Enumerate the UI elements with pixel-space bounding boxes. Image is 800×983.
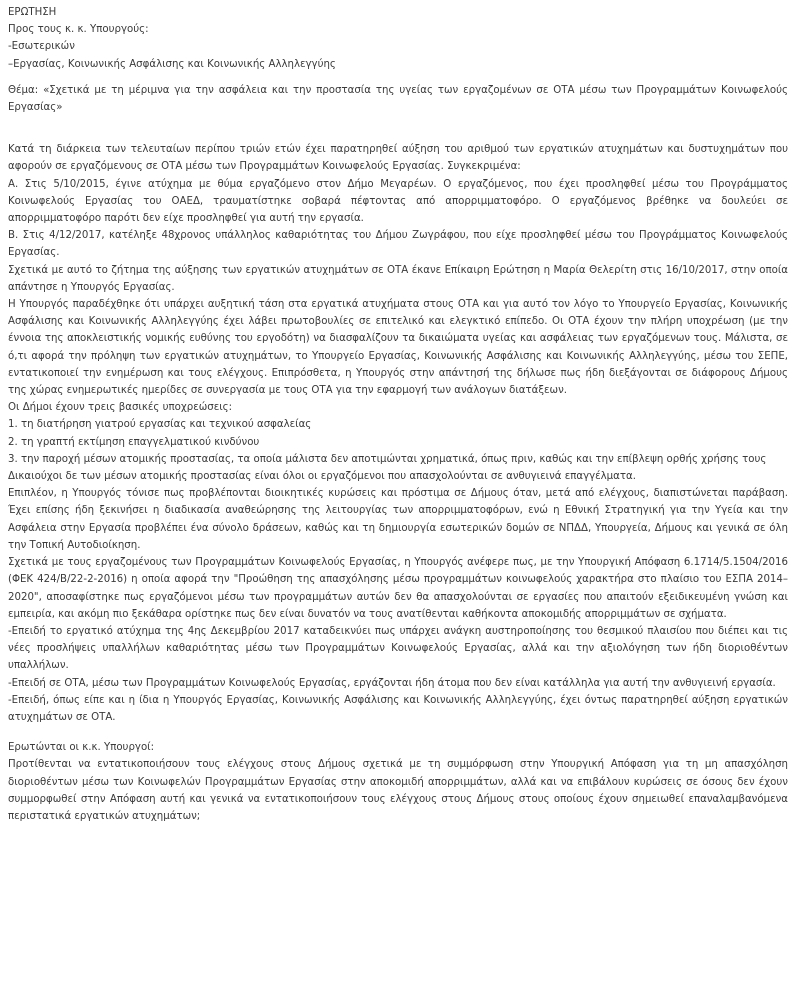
addressee-line: Προς τους κ. κ. Υπουργούς: [8,24,149,36]
body-paragraph-obligations: Οι Δήμοι έχουν τρεις βασικές υποχρεώσεις: [8,402,233,414]
whereas-clause-1: -Επειδή το εργατικό ατύχημα της 4ης Δεκεμβρίου 2017 καταδεικνύει πως υπάρχει ανάγκη αυστηροποίησης του θεσμικού πλαισίου που διέπει και τις νέες προσλήψεις υπαλλήλων καθαριότητας μέσω των Προγραμμάτων Κοινωφελούς Εργασίας, αλλά και την αξιολόγηση των ήδη διοριοθέντων υπαλλήλων. [8,625,788,672]
body-paragraph-beneficiaries: Δικαιούχοι δε των μέσων ατομικής προστασίας είναι όλοι οι εργαζόμενοι που απασχολούνται σε ανθυγιεινά επαγγέλματα. [8,471,636,483]
whereas-clause-2: -Επειδή σε ΟΤΑ, μέσω των Προγραμμάτων Κοινωφελούς Εργασίας, εργάζονται ήδη άτομα που δεν είναι κατάλληλα για αυτή την ανθυγιεινή εργασία. [8,677,776,689]
body-paragraph-case-a: Α. Στις 5/10/2015, έγινε ατύχημα με θύμα εργαζόμενο στον Δήμο Μεγαρέων. Ο εργαζόμενος, που έχει προσληφθεί μέσω του Προγράμματος Κοινωφελούς Εργασίας του ΟΑΕΔ, τραυματίστηκε σοβαρά πέφτοντας από απορριμματοφόρο. Ο εργαζόμενος βρέθηκε να δουλεύει σε απορριμματοφόρο παρότι δεν είχε προσληφθεί για αυτή την εργασία. [8,178,788,225]
obligation-item-1: 1. τη διατήρηση γιατρού εργασίας και τεχνικού ασφαλείας [8,419,312,431]
body-paragraph-case-b: Β. Στις 4/12/2017, κατέληξε 48χρονος υπάλληλος καθαριότητας του Δήμου Ζωγράφου, που είχε προσληφθεί μέσω του Προγράμματος Κοινωφελούς Εργασίας. [8,230,788,259]
questions-heading: Ερωτώνται οι κ.κ. Υπουργοί: [8,742,155,754]
body-paragraph-intro: Κατά τη διάρκεια των τελευταίων περίπου τριών ετών έχει παρατηρηθεί αύξηση του αριθμού των εργατικών ατυχημάτων και δυστυχημάτων που αφορούν σε εργαζόμενους σε ΟΤΑ μέσω των Προγραμμάτων Κοινωφελούς Εργασίας. Συγκεκριμένα: [8,144,788,173]
ministry-interior: -Εσωτερικών [8,41,75,53]
body-paragraph-question-ref: Σχετικά με αυτό το ζήτημα της αύξησης των εργατικών ατυχημάτων σε ΟΤΑ έκανε Επίκαιρη Ερώτηση η Μαρία Θελερίτη στις 16/10/2017, στην οποία απάντησε η Υπουργός Εργασίας. [8,264,788,293]
obligation-item-2: 2. τη γραπτή εκτίμηση επαγγελματικού κινδύνου [8,436,260,448]
obligation-item-3: 3. την παροχή μέσων ατομικής προστασίας, τα οποία μάλιστα δεν αποτιμώνται χρηματικά, όπως πριν, καθώς και την επίβλεψη ορθής χρήσης τους [8,453,767,465]
whereas-clause-3: -Επειδή, όπως είπε και η ίδια η Υπουργός Εργασίας, Κοινωνικής Ασφάλισης και Κοινωνικής Αλληλεγγύης, έχει όντως παρατηρηθεί αύξηση εργατικών ατυχημάτων σε ΟΤΑ. [8,694,788,723]
ministry-labour: –Εργασίας, Κοινωνικής Ασφάλισης και Κοινωνικής Αλληλεγγύης [8,58,336,70]
body-paragraph-minister-answer: Η Υπουργός παραδέχθηκε ότι υπάρχει αυξητική τάση στα εργατικά ατυχήματα στους ΟΤΑ και για αυτό τον λόγο το Υπουργείο Εργασίας, Κοινωνικής Ασφάλισης και Κοινωνικής Αλληλεγγύης έχει λάβει πρωτοβουλίες σε επιτελικό και ελεγκτικό επίπεδο. Οι ΟΤΑ έχουν την πλήρη υποχρέωση (με την έννοια της αποκλειστικής νομικής ευθύνης του εργοδότη) να διασφαλίζουν τα δικαιώματα υγείας και ασφάλειας των εργαζόμενων τους. Μάλιστα, σε ό,τι αφορά την πρόληψη των εργατικών ατυχημάτων, το Υπουργείο Εργασίας, Κοινωνικής Ασφάλισης και Κοινωνικής Αλληλεγγύης, μέσω του ΣΕΠΕ, εντατικοποιεί την ενημέρωση και τους ελέγχους. Επιπρόσθετα, η Υπουργός στην απάντησή της δήλωσε πως ήδη διεξάγονται σε διάφορους Δήμους της χώρας ενημερωτικές ημερίδες σε συνεργασία με τους ΟΤΑ για την εφαρμογή των ανάλογων διατάξεων. [8,299,788,397]
subject-line: Θέμα: «Σχετικά με τη μέριμνα για την ασφάλεια και την προστασία της υγείας των εργαζομένων σε ΟΤΑ μέσω των Προγραμμάτων Κοινωφελούς Εργασίας» [8,84,788,114]
body-paragraph-ministerial-decision: Σχετικά με τους εργαζομένους των Προγραμμάτων Κοινωφελούς Εργασίας, η Υπουργός ανέφερε πως, με την Υπουργική Απόφαση 6.1714/5.1504/2016 (ΦΕΚ 424/Β/22-2-2016) η οποία αφορά την "Προώθηση της απασχόλησης μέσω προγραμμάτων κοινωφελούς χαρακτήρα στο πλαίσιο του ΕΣΠΑ 2014–2020", αποσαφίστηκε πως εργαζόμενοι μέσω των προγραμμάτων αυτών δεν θα απασχολούνται σε εργασίες που απαιτούν εξειδικευμένη γνώση και εμπειρία, και ακόμη πιο ξεκάθαρα ορίστηκε πως δεν είναι δυνατόν να τους ανατίθενται καθήκοντα αποκομιδής απορριμμάτων σε σχήματα. [8,557,788,620]
question-text: Προτίθενται να εντατικοποιήσουν τους ελέγχους στους Δήμους σχετικά με τη συμμόρφωση στην Υπουργική Απόφαση για τη μη απασχόληση διοριοθέντων μέσω των Κοινωφελών Προγραμμάτων Εργασίας στην αποκομιδή απορριμμάτων, αλλά και να επιβάλουν κυρώσεις σε όσους δεν έχουν συμμορφωθεί στην Απόφαση αυτή και γενικά να εντατικοποιήσουν τους ελέγχους στους Δήμους στους οποίους έχουν σημειωθεί επαναλαμβανόμενα περιστατικά εργατικών ατυχημάτων; [8,759,788,822]
body-paragraph-sanctions: Επιπλέον, η Υπουργός τόνισε πως προβλέπονται διοικητικές κυρώσεις και πρόστιμα σε Δήμους όταν, μετά από ελέγχους, διαπιστώνεται παράβαση. Έχει επίσης ήδη ξεκινήσει η διαδικασία αναθεώρησης της λειτουργίας των απορριμματοφόρων, ενώ η Εθνική Στρατηγική για την Υγεία και την Ασφάλεια στην Εργασία προβλέπει ένα σύνολο δράσεων, καθώς και τη δημιουργία εσωτερικών δομών σε ΝΠΔΔ, Υπουργεία, Δήμους και γενικά σε όλη την Τοπική Αυτοδιοίκηση. [8,488,788,551]
document-title: ΕΡΩΤΗΣΗ [8,7,57,18]
